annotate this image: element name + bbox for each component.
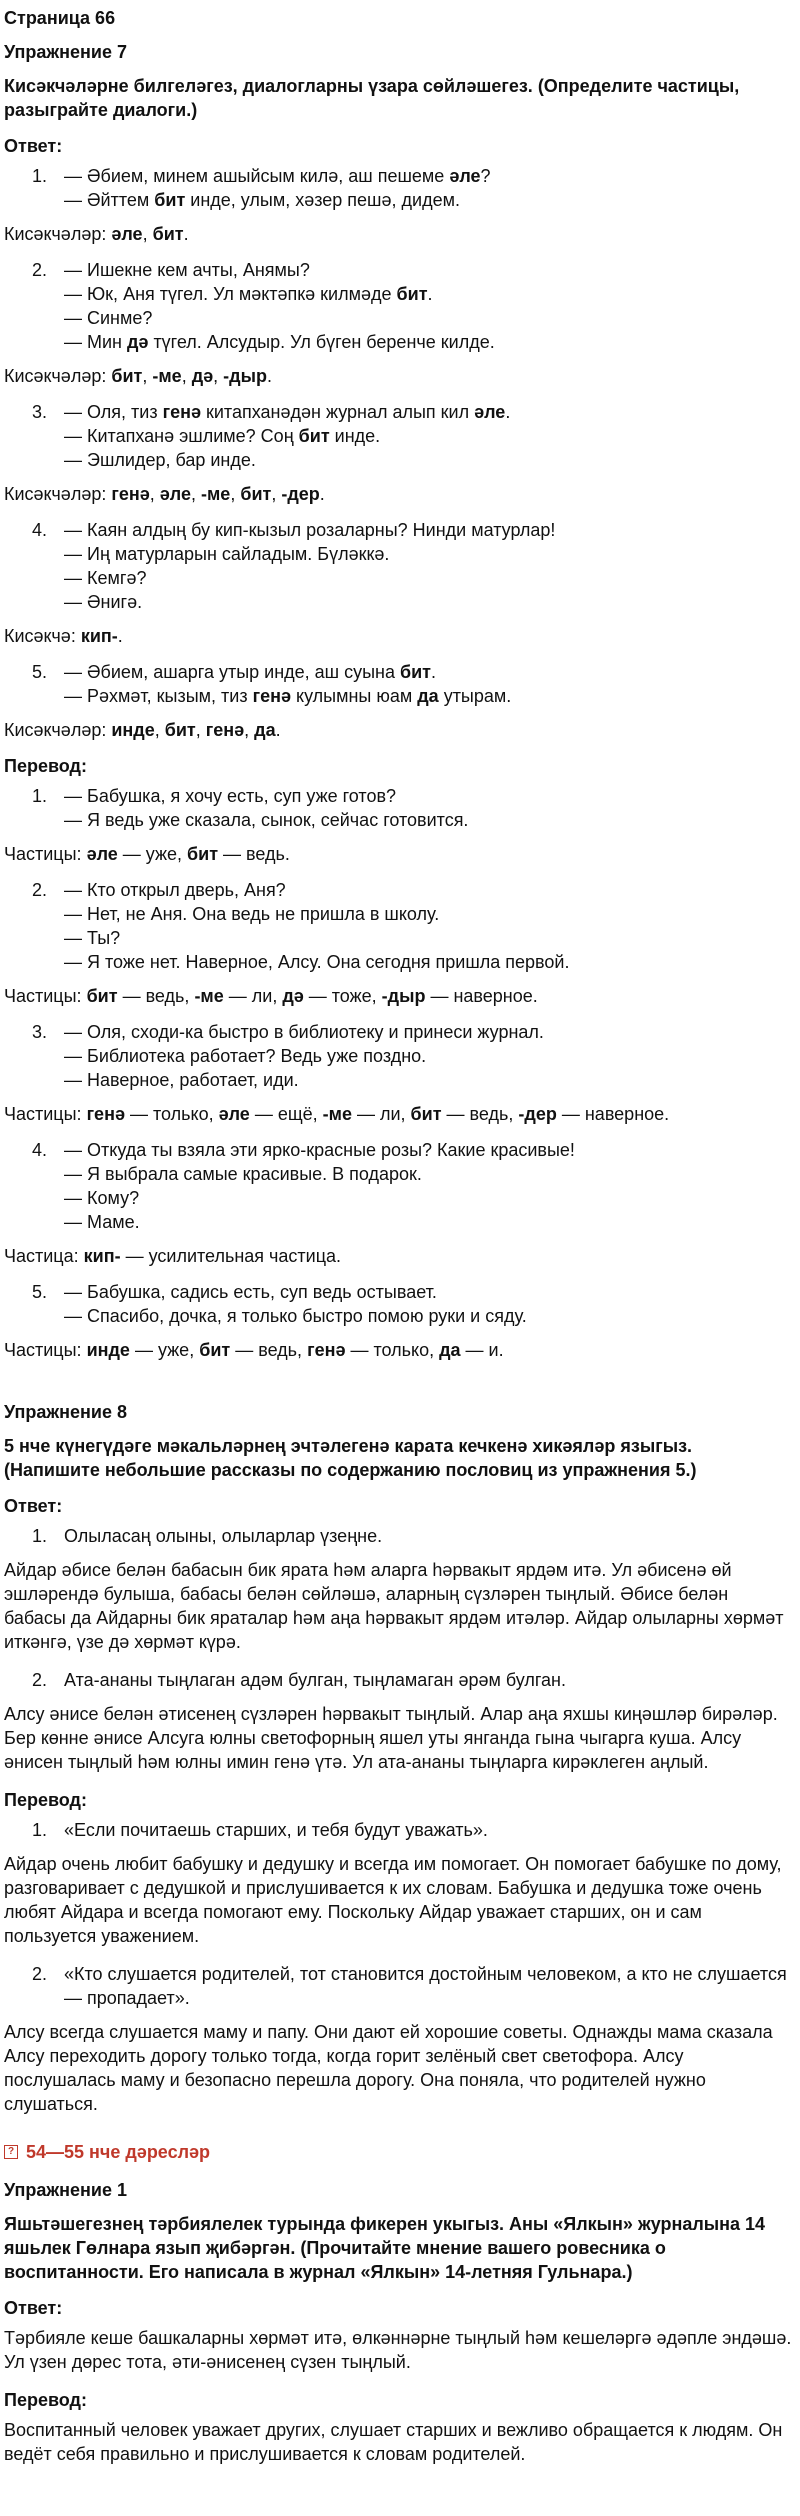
item-number: 2. — [32, 1964, 48, 1984]
text-run: — Нет, не Аня. Она ведь не пришла в школу. — [64, 904, 440, 924]
particles-note — [4, 1102, 792, 1126]
dialog-item — [4, 784, 792, 832]
item-number: 2. — [32, 1670, 48, 1690]
text-run: — Әбием, ашарга утыр инде, аш суына — [64, 662, 400, 682]
item-number: 1. — [32, 1526, 48, 1546]
particle-text: дә — [127, 332, 149, 352]
exercise-8-answer — [4, 1524, 792, 1774]
text-run: . — [183, 224, 189, 244]
lesson-heading — [4, 2140, 792, 2164]
particle-text: бит — [240, 484, 272, 504]
dialog-line — [64, 926, 792, 950]
proverb-text: Олыласаң олыны, олыларлар үзеңне. — [64, 1526, 383, 1546]
text-run: , — [230, 484, 241, 504]
particle-text: бит — [298, 426, 330, 446]
particle-text: -дыр — [381, 986, 426, 1006]
particles-note — [4, 1338, 792, 1362]
text-run: , — [190, 484, 201, 504]
text-run: , — [142, 224, 153, 244]
text-run: — Әнигә. — [64, 592, 143, 612]
text-run: , — [181, 366, 192, 386]
particle-text: кип- — [80, 626, 118, 646]
text-run: Частицы: — [4, 1104, 87, 1124]
exercise-1-title: Упражнение 1 — [4, 2180, 127, 2200]
text-run: — Кому? — [64, 1188, 140, 1208]
text-run: — Әбием, минем ашыйсым килә, аш пешеме — [64, 166, 450, 186]
text-run: — Откуда ты взяла эти ярко-красные розы? Какие красивые! — [64, 1140, 575, 1160]
exercise-1-answer-text: Тәрбияле кеше башкаларны хөрмәт итә, өлкәннәрне тыңлый һәм кешеләргә әдәпле эндәшә. Ул үзен дөрес тота, әти-әнисенең сүзен тыңлый. — [4, 2328, 792, 2372]
exercise-8-answer-label: Ответ: — [4, 1496, 63, 1516]
item-number: 2. — [32, 880, 48, 900]
particle-text: кип- — [83, 1246, 121, 1266]
exercise-1 — [4, 2178, 792, 2466]
particle-text: дә — [282, 986, 304, 1006]
exercise-7 — [4, 40, 792, 1362]
text-run: . — [117, 626, 123, 646]
text-run: кулымны юам — [290, 686, 418, 706]
text-run: Частицы: — [4, 986, 87, 1006]
dialog-line — [64, 448, 792, 472]
particle-text: да — [439, 1340, 461, 1360]
particle-text: әле — [86, 844, 118, 864]
particles-note — [4, 842, 792, 866]
proverb-text: «Кто слушается родителей, тот становится достойным человеком, а кто не слушается — пропадает». — [64, 1964, 787, 2008]
text-run: . — [505, 402, 511, 422]
dialog-line — [64, 1068, 792, 1092]
text-run: — ведь, — [441, 1104, 519, 1124]
particle-text: бит — [154, 190, 186, 210]
particle-text: бит — [111, 366, 143, 386]
dialog-item — [4, 660, 792, 708]
exercise-8-translation — [4, 1818, 792, 2116]
text-run: — Әйттем — [64, 190, 155, 210]
item-number: 1. — [32, 166, 48, 186]
dialog-line — [64, 684, 792, 708]
dialog-line — [64, 1280, 792, 1304]
text-run: — Я тоже нет. Наверное, Алсу. Она сегодня пришла первой. — [64, 952, 570, 972]
text-run: — Я выбрала самые красивые. В подарок. — [64, 1164, 422, 1184]
text-run: — Иң матурларын сайладым. Бүләккә. — [64, 544, 390, 564]
exercise-7-answer — [4, 164, 792, 742]
text-run: , — [149, 484, 160, 504]
text-run: . — [266, 366, 272, 386]
dialog-line — [64, 660, 792, 684]
dialog-line — [64, 164, 792, 188]
text-run: — уже, — [129, 1340, 200, 1360]
dialog-item — [4, 258, 792, 354]
particle-text: бит — [152, 224, 184, 244]
particle-text: генә — [111, 484, 150, 504]
text-run: — Ты? — [64, 928, 121, 948]
text-run: — Эшлидер, бар инде. — [64, 450, 256, 470]
text-run: — только, — [124, 1104, 219, 1124]
item-number: 4. — [32, 1140, 48, 1160]
dialog-item — [4, 1138, 792, 1234]
text-run: — ведь, — [117, 986, 195, 1006]
exercise-7-translation-label: Перевод: — [4, 756, 87, 776]
particle-text: -дыр — [223, 366, 267, 386]
particles-note — [4, 624, 792, 648]
particles-note — [4, 364, 792, 388]
text-run: . — [431, 662, 437, 682]
particle-text: бит — [410, 1104, 442, 1124]
particles-note — [4, 482, 792, 506]
text-run: китапханәдән журнал алып кил — [201, 402, 475, 422]
text-run: , — [244, 720, 255, 740]
exercise-8-translation-label: Перевод: — [4, 1790, 87, 1810]
text-run: . — [427, 284, 433, 304]
particle-text: әле — [159, 484, 191, 504]
item-number: 3. — [32, 1022, 48, 1042]
dialog-line — [64, 542, 792, 566]
exercise-7-answer-label: Ответ: — [4, 136, 63, 156]
dialog-line — [64, 282, 792, 306]
text-run: Кисәкчәләр: — [4, 224, 112, 244]
text-run: , — [213, 366, 224, 386]
dialog-line — [64, 1162, 792, 1186]
particle-text: әле — [218, 1104, 250, 1124]
text-run: Частицы: — [4, 844, 87, 864]
proverb-item — [4, 1668, 792, 1692]
text-run: — Рәхмәт, кызым, тиз — [64, 686, 253, 706]
dialog-line — [64, 188, 792, 212]
page-title: Страница 66 — [4, 8, 116, 28]
item-number: 5. — [32, 1282, 48, 1302]
lesson-title: 54—55 нче дәресләр — [26, 2142, 211, 2162]
exercise-1-task: Яшьтәшегезнең тәрбиялелек турында фикерен укыгыз. Аны «Ялкын» журналына 14 яшьлек Гөлнара язып җибәргән. (Прочитайте мнение вашего ровесника о воспитанности. Его написала в журнал «Ялкын» 14-летняя Гульнара.) — [4, 2214, 766, 2282]
text-run: түгел. Алсудыр. Ул бүген беренче килде. — [148, 332, 495, 352]
dialog-line — [64, 518, 792, 542]
text-run: — Мин — [64, 332, 127, 352]
text-run: — Ишекне кем ачты, Анямы? — [64, 260, 310, 280]
exercise-8-title: Упражнение 8 — [4, 1402, 127, 1422]
particle-text: генә — [205, 720, 245, 740]
item-number: 2. — [32, 260, 48, 280]
particle-text: бит — [187, 844, 219, 864]
text-run: , — [142, 366, 153, 386]
proverb-text: «Если почитаешь старших, и тебя будут уважать». — [64, 1820, 488, 1840]
text-run: — Каян алдың бу кип-кызыл розаларны? Нинди матурлар! — [64, 520, 556, 540]
text-run: Частица: — [4, 1246, 84, 1266]
text-run: — Бабушка, я хочу есть, суп уже готов? — [64, 786, 397, 806]
text-run: — Маме. — [64, 1212, 140, 1232]
particle-text: -ме — [194, 986, 224, 1006]
particle-text: әле — [111, 224, 143, 244]
text-run: — Оля, тиз — [64, 402, 163, 422]
dialog-line — [64, 1186, 792, 1210]
exercise-7-title: Упражнение 7 — [4, 42, 127, 62]
particle-text: дә — [191, 366, 214, 386]
particle-text: бит — [400, 662, 431, 682]
dialog-line — [64, 902, 792, 926]
proverb-item — [4, 1818, 792, 1842]
text-run: — Кемгә? — [64, 568, 147, 588]
text-run: — Библиотека работает? Ведь уже поздно. — [64, 1046, 427, 1066]
story-paragraph: Алсу всегда слушается маму и папу. Они дают ей хорошие советы. Однажды мама сказала Алсу переходить дорогу только тогда, когда горит зелёный свет светофора. Алсу послушалась маму и безопасно перешла дорогу. Она поняла, что родителей нужно слушаться. — [4, 2022, 773, 2114]
text-run: — тоже, — [303, 986, 382, 1006]
particles-note — [4, 718, 792, 742]
exercise-1-translation-label: Перевод: — [4, 2390, 87, 2410]
story-paragraph: Айдар очень любит бабушку и дедушку и всегда им помогает. Он помогает бабушке по дому, разговаривает с дедушкой и прислушивается к их словам. Бабушка и дедушка тоже очень любят Айдара и всегда помогают ему. Поскольку Айдар уважает старших, он и сам пользуется уважением. — [4, 1854, 782, 1946]
particle-text: генә — [86, 1104, 125, 1124]
text-run: Частицы: — [4, 1340, 87, 1360]
dialog-line — [64, 258, 792, 282]
text-run: — ведь, — [230, 1340, 308, 1360]
story-paragraph: Алсу әнисе белән әтисенең сүзләрен һәрвакыт тыңлый. Алар аңа яхшы киңәшләр бирәләр. Бер көнне әнисе Алсуга юлны светофорның яшел уты янганда гына чыгарга куша. Алсу әнисен тыңлый һәм юлны имин генә үтә. Ул ата-ананы тыңларга кирәклеген аңлый. — [4, 1704, 778, 1772]
exercise-8-task: 5 нче күнегүдәге мәкальләрнең эчтәлегенә карата кечкенә хикәяләр языгыз. (Напишите небольшие рассказы по содержанию пословиц из упражнения 5.) — [4, 1436, 697, 1480]
dialog-line — [64, 566, 792, 590]
particles-note — [4, 1244, 792, 1268]
text-run: утырам. — [438, 686, 512, 706]
exercise-1-answer-label: Ответ: — [4, 2298, 63, 2318]
item-number: 5. — [32, 662, 48, 682]
text-run: — Бабушка, садись есть, суп ведь остывает. — [64, 1282, 437, 1302]
text-run: Кисәкчәләр: — [4, 484, 112, 504]
text-run: ? — [480, 166, 491, 186]
text-run: , — [195, 720, 206, 740]
particle-text: генә — [162, 402, 201, 422]
particle-text: генә — [307, 1340, 346, 1360]
dialog-item — [4, 518, 792, 614]
text-run: — усилительная частица. — [120, 1246, 342, 1266]
text-run: Кисәкчәләр: — [4, 720, 112, 740]
dialog-item — [4, 1280, 792, 1328]
text-run: — Юк, Аня түгел. Ул мәктәпкә килмәде — [64, 284, 397, 304]
particle-text: бит — [199, 1340, 231, 1360]
text-run: — уже, — [117, 844, 188, 864]
particle-text: да — [254, 720, 276, 740]
text-run: — Синме? — [64, 308, 153, 328]
particle-text: инде — [111, 720, 155, 740]
exercise-1-translation-text: Воспитанный человек уважает других, слушает старших и вежливо обращается к людям. Он ведёт себя правильно и прислушивается к словам родителей. — [4, 2420, 783, 2464]
story-paragraph: Айдар әбисе белән бабасын бик ярата һәм аларга һәрвакыт ярдәм итә. Ул әбисенә өй эшләрендә булыша, бабасы белән сөйләшә, аларның сүзләрен тыңлый. Әбисе белән бабасы да Айдарны бик яраталар һәм аңа һәрвакыт ярдәм итәләр. Айдар олыларны хөрмәт иткәнгә, үзе дә хөрмәт күрә. — [4, 1560, 784, 1652]
particle-text: -ме — [152, 366, 182, 386]
dialog-line — [64, 1138, 792, 1162]
text-run: — Кто открыл дверь, Аня? — [64, 880, 286, 900]
particle-text: бит — [86, 986, 118, 1006]
text-run: , — [154, 720, 165, 740]
question-icon: ? — [4, 2145, 18, 2159]
text-run: — наверное. — [425, 986, 538, 1006]
dialog-line — [64, 330, 792, 354]
text-run: . — [275, 720, 281, 740]
proverb-item — [4, 1524, 792, 1548]
text-run: , — [271, 484, 282, 504]
text-run: — Спасибо, дочка, я только быстро помою руки и сяду. — [64, 1306, 527, 1326]
particle-text: -ме — [322, 1104, 352, 1124]
text-run: Кисәкчә: — [4, 626, 81, 646]
dialog-item — [4, 164, 792, 212]
dialog-line — [64, 1044, 792, 1068]
dialog-line — [64, 950, 792, 974]
exercise-7-task: Кисәкчәләрне билгеләгез, диалогларны үзара сөйләшегез. (Определите частицы, разыграйте диалоги.) — [4, 76, 740, 120]
item-number: 3. — [32, 402, 48, 422]
particle-text: әле — [449, 166, 481, 186]
text-run: — Оля, сходи-ка быстро в библиотеку и принеси журнал. — [64, 1022, 544, 1042]
text-run: — Китапханә эшлиме? Соң — [64, 426, 299, 446]
text-run: инде. — [329, 426, 381, 446]
particles-note — [4, 222, 792, 246]
dialog-item — [4, 1020, 792, 1092]
text-run: — ведь. — [218, 844, 290, 864]
item-number: 4. — [32, 520, 48, 540]
text-run: — ещё, — [249, 1104, 323, 1124]
text-run: . — [319, 484, 325, 504]
particle-text: -дер — [518, 1104, 557, 1124]
particle-text: инде — [86, 1340, 130, 1360]
dialog-line — [64, 1210, 792, 1234]
particle-text: әле — [474, 402, 506, 422]
dialog-line — [64, 878, 792, 902]
dialog-line — [64, 400, 792, 424]
text-run: — Я ведь уже сказала, сынок, сейчас готовится. — [64, 810, 469, 830]
exercise-8 — [4, 1400, 792, 2116]
text-run: — наверное. — [556, 1104, 670, 1124]
text-run: — и. — [460, 1340, 504, 1360]
particle-text: генә — [252, 686, 291, 706]
proverb-text: Ата-ананы тыңлаган адәм булган, тыңламаган әрәм булган. — [64, 1670, 566, 1690]
text-run: — Наверное, работает, иди. — [64, 1070, 299, 1090]
dialog-item — [4, 400, 792, 472]
dialog-line — [64, 784, 792, 808]
particle-text: -дер — [281, 484, 320, 504]
text-run: — ли, — [223, 986, 283, 1006]
particle-text: бит — [396, 284, 428, 304]
dialog-line — [64, 1304, 792, 1328]
dialog-item — [4, 878, 792, 974]
item-number: 1. — [32, 1820, 48, 1840]
exercise-7-translation — [4, 784, 792, 1362]
proverb-item — [4, 1962, 792, 2010]
dialog-line — [64, 808, 792, 832]
particle-text: бит — [164, 720, 196, 740]
dialog-line — [64, 590, 792, 614]
particles-note — [4, 984, 792, 1008]
particle-text: -ме — [200, 484, 231, 504]
particle-text: да — [417, 686, 439, 706]
dialog-line — [64, 424, 792, 448]
item-number: 1. — [32, 786, 48, 806]
text-run: — ли, — [351, 1104, 411, 1124]
text-run: инде, улым, хәзер пешә, дидем. — [185, 190, 460, 210]
text-run: Кисәкчәләр: — [4, 366, 112, 386]
dialog-line — [64, 1020, 792, 1044]
dialog-line — [64, 306, 792, 330]
text-run: — только, — [345, 1340, 440, 1360]
